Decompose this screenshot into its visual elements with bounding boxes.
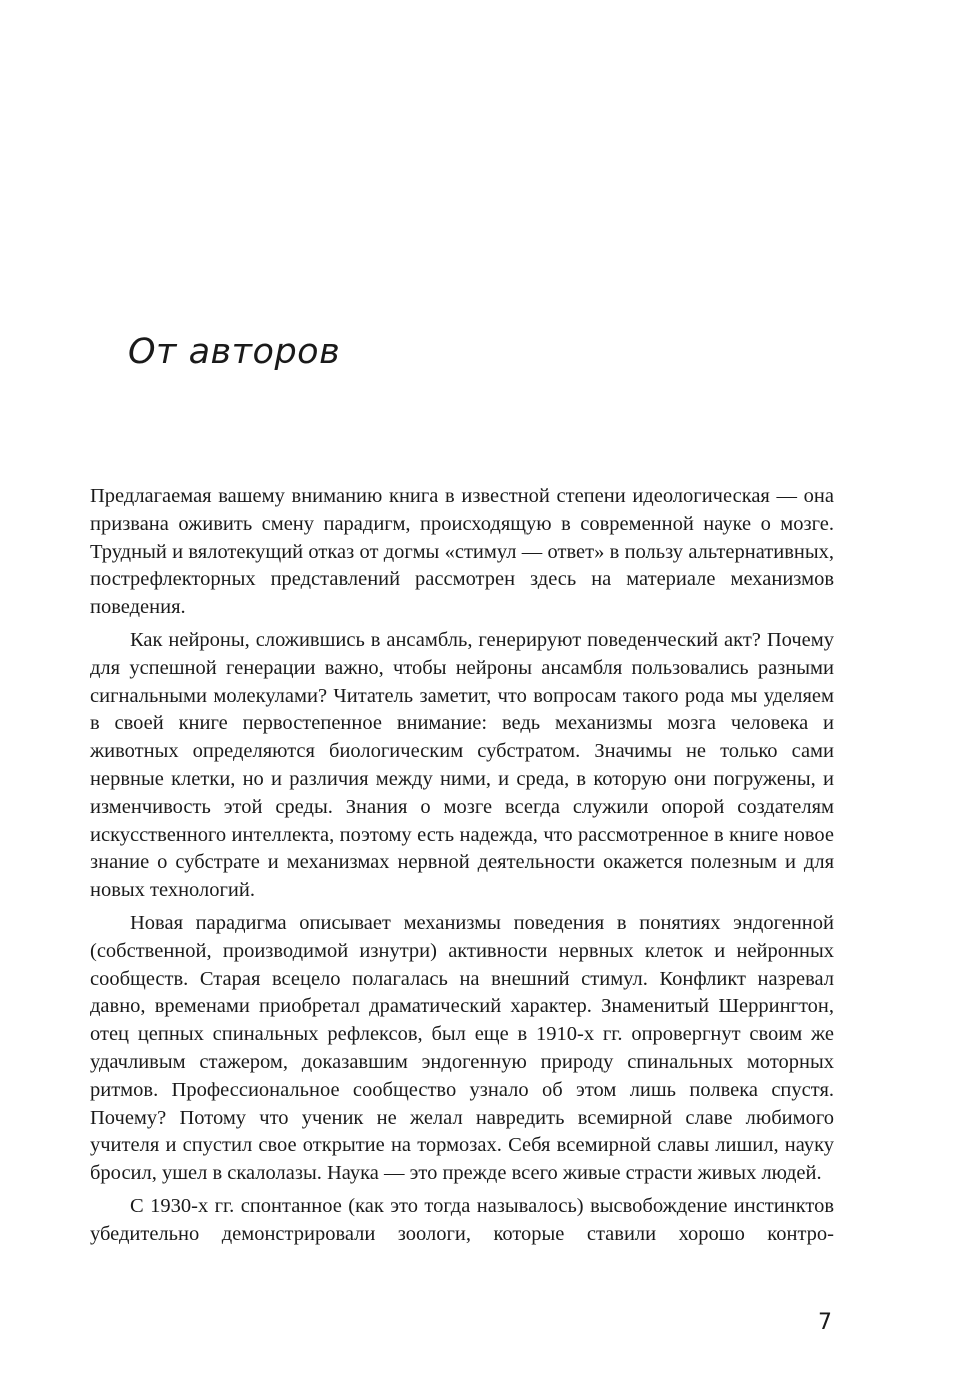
page-number: 7 (818, 1310, 832, 1335)
paragraph-4: С 1930-х гг. спонтанное (как это тогда называлось) высвобождение инстинктов убедительно демонстрировали зоологи, которые ставили хорошо контро- (90, 1194, 834, 1245)
chapter-title: От авторов (128, 332, 341, 372)
paragraph-2: Как нейроны, сложившись в ансамбль, генерируют поведенческий акт? Почему для успешной генерации важно, чтобы нейроны ансамбля пользовались разными сигнальными молекулами? Читатель заметит, что вопросам такого рода мы уделяем в своей книге первостепенное внимание: ведь механизмы мозга человека и животных определяются биологическим субстратом. Значимы не только сами нервные клетки, но и различия между ними, и среда, в которую они погружены, и изменчивость этой среды. Знания о мозге всегда служили опорой создателям искусственного интеллекта, поэтому есть надежда, что рассмотренное в книге новое знание о субстрате и механизмах нервной деятельности окажется полезным и для новых технологий. (90, 628, 834, 902)
paragraph-3: Новая парадигма описывает механизмы поведения в понятиях эндогенной (собственной, производимой изнутри) активности нервных клеток и нейронных сообществ. Старая всецело полагалась на внешний стимул. Конфликт назревал давно, временами приобретал драматический характер. Знаменитый Шеррингтон, отец цепных спинальных рефлексов, был еще в 1910-х гг. опровергнут своим же удачливым стажером, доказавшим эндогенную природу спинальных моторных ритмов. Профессиональное сообщество узнало об этом лишь полвека спустя. Почему? Потому что ученик не желал навредить всемирной славе любимого учителя и спустил свое открытие на тормозах. Себя всемирной славы лишил, науку бросил, ушел в скалолазы. Наука — это прежде всего живые страсти живых людей. (90, 911, 834, 1185)
body-text (90, 483, 834, 1249)
paragraph-1: Предлагаемая вашему вниманию книга в известной степени идеологическая — она призвана оживить смену парадигм, происходящую в современной науке о мозге. Трудный и вялотекущий отказ от догмы «стимул — ответ» в пользу альтернативных, пострефлекторных представлений рассмотрен здесь на материале механизмов поведения. (90, 485, 834, 619)
